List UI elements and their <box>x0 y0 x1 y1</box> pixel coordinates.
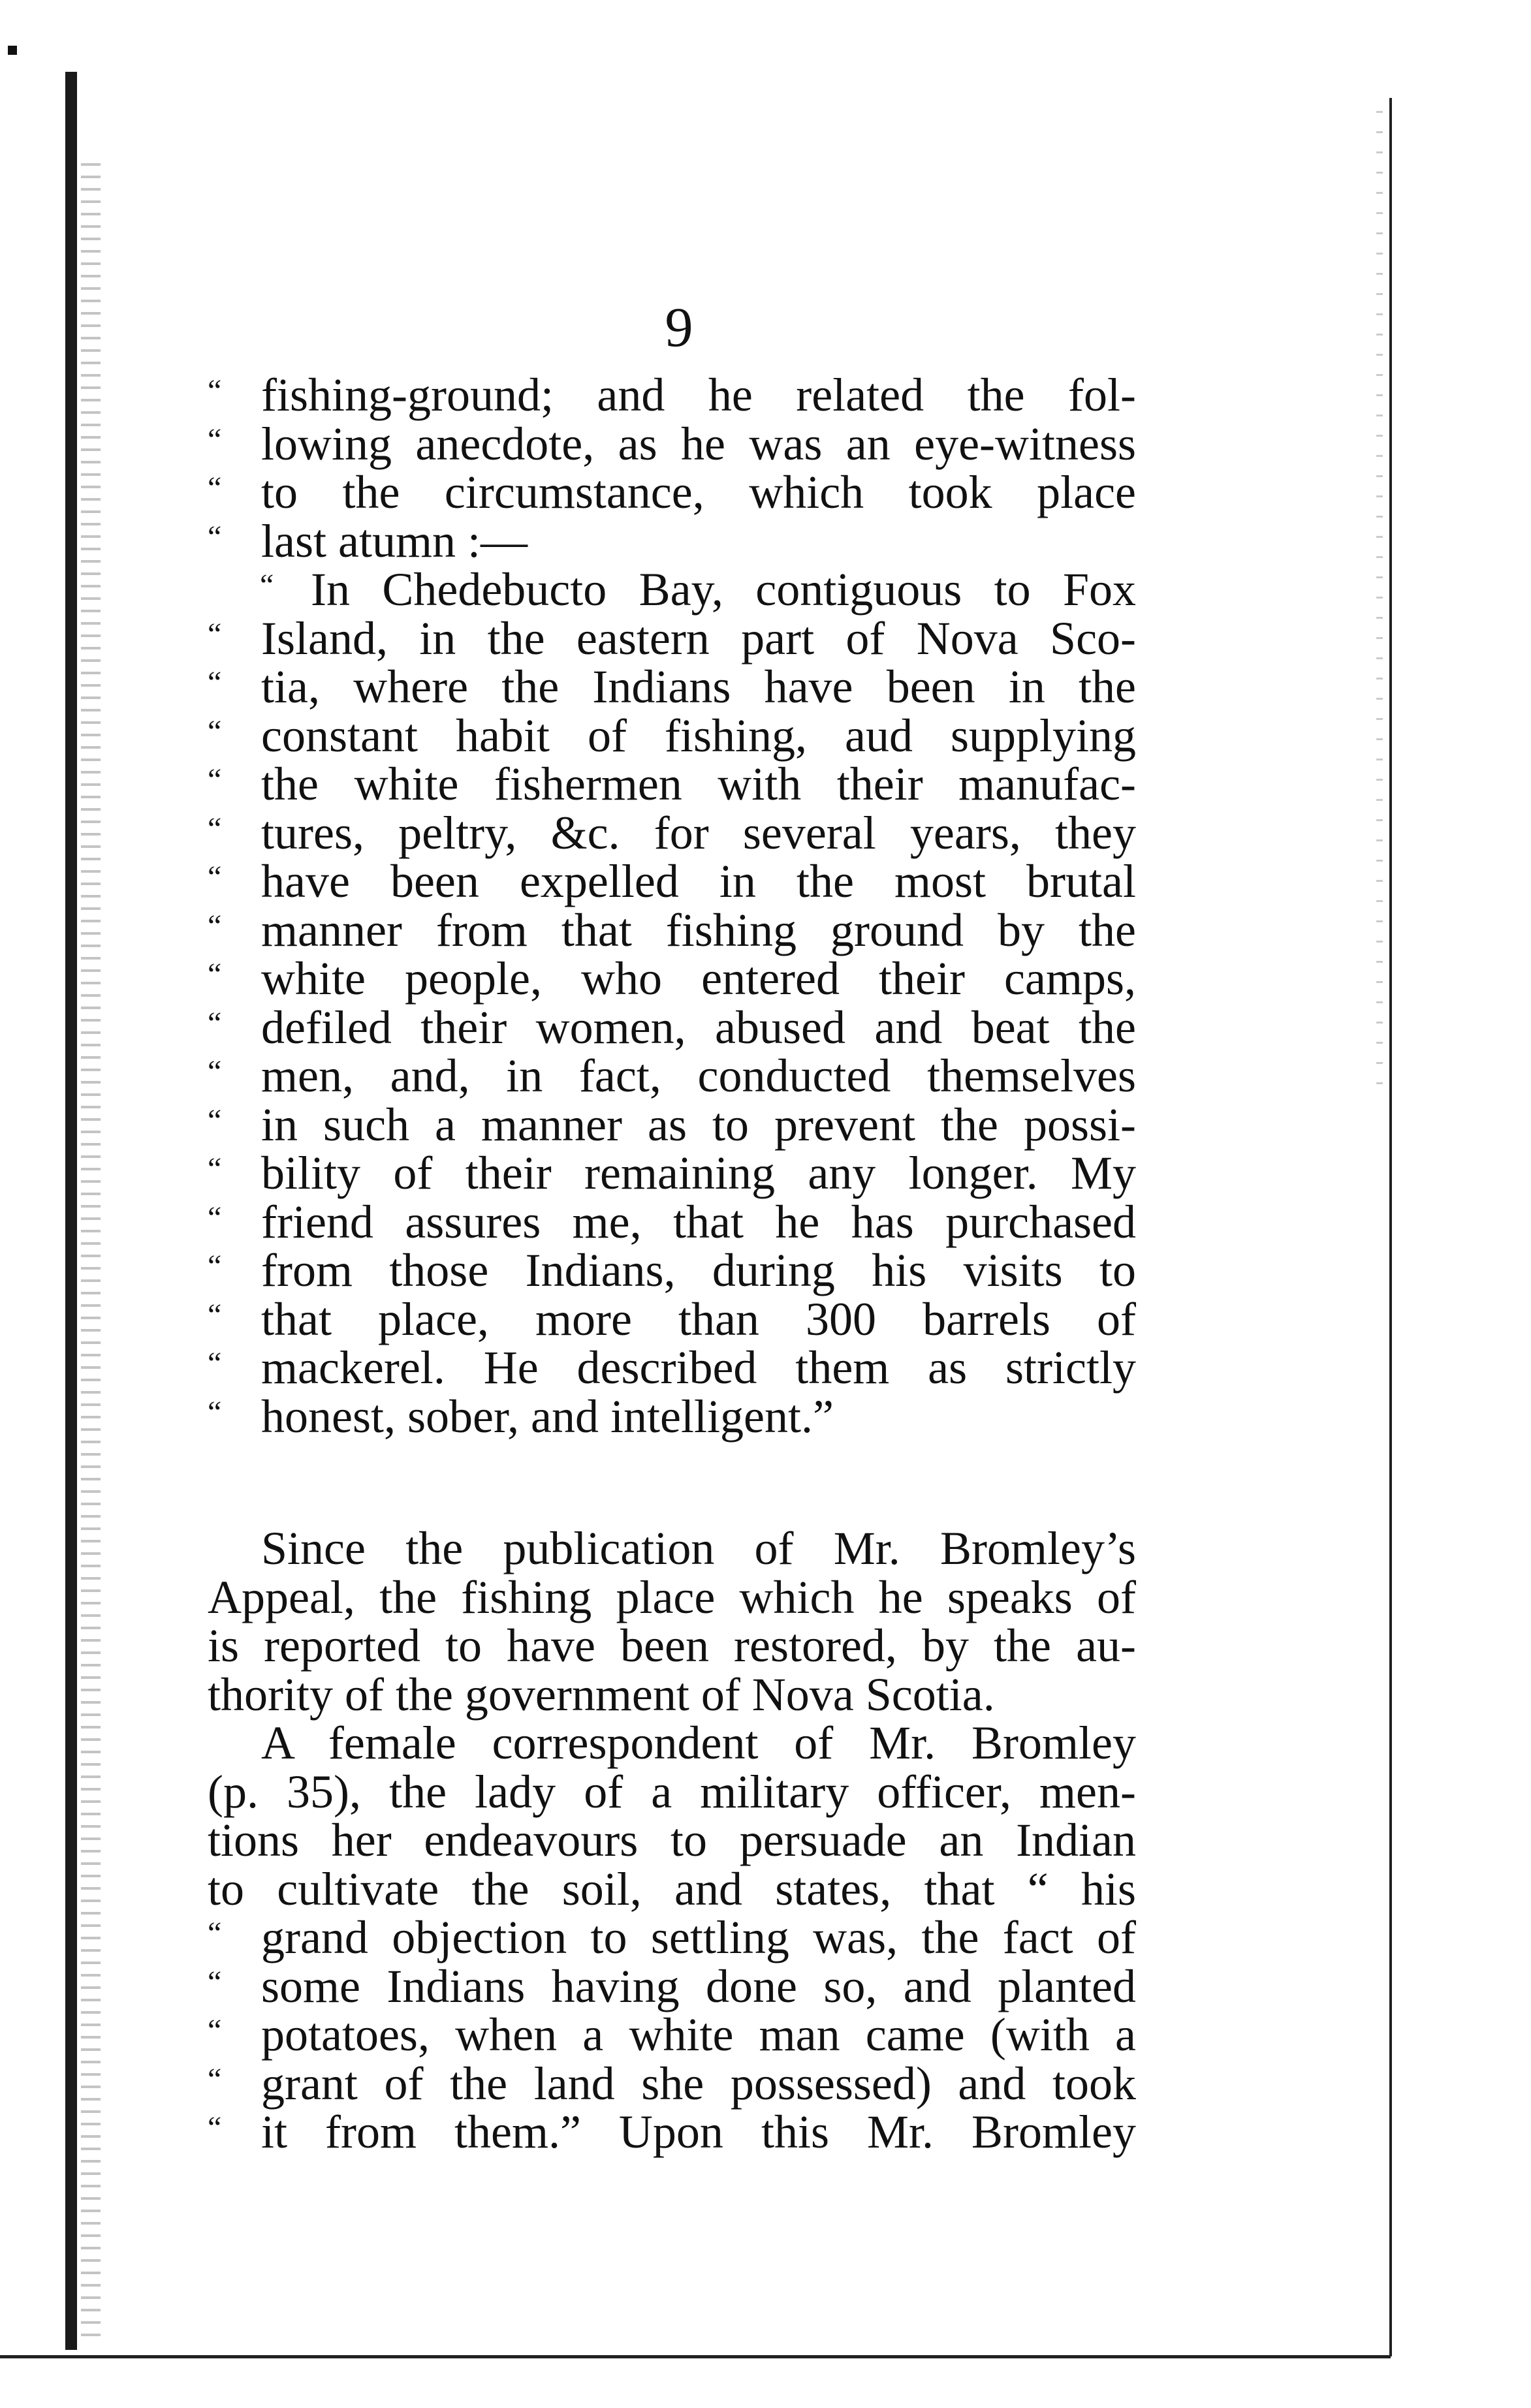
quotation-mark: “ <box>208 1249 222 1283</box>
text-line <box>208 1816 1136 1865</box>
quotation-mark: “ <box>208 713 222 749</box>
text-line <box>208 1149 1136 1198</box>
text-line-content: is reported to have been restored, by the au- <box>208 1619 1136 1672</box>
paragraph-gap <box>208 1441 1136 1524</box>
text-line-content: (p. 35), the lady of a military officer, men- <box>208 1765 1136 1818</box>
text-line-content: A female correspondent of Mr. Bromley <box>261 1717 1136 1769</box>
page-edge-right <box>1389 98 1392 2356</box>
text-line <box>208 614 1136 663</box>
page-edge-bottom <box>0 2355 1391 2358</box>
text-line <box>208 1098 1136 1151</box>
text-line <box>208 806 1136 859</box>
text-line-content: last atumn :— <box>261 514 528 567</box>
text-line-content: to cultivate the soil, and states, that “ his <box>208 1862 1136 1915</box>
text-line-content: grant of the land she possessed) and took <box>261 2057 1136 2110</box>
text-line-content: it from them.” Upon this Mr. Bromley <box>261 2106 1136 2158</box>
scan-speck <box>8 46 17 55</box>
binding-shadow-left <box>81 163 101 2343</box>
quotation-mark: “ <box>208 373 222 408</box>
quotation-mark: “ <box>208 1054 222 1089</box>
text-line <box>208 514 1136 567</box>
text-line-content: manner from that fishing ground by the <box>261 903 1136 956</box>
text-line <box>208 1246 1136 1295</box>
text-line-content: tia, where the Indians have been in the <box>261 661 1136 713</box>
text-line-content: defiled their women, abused and beat the <box>261 1001 1136 1054</box>
text-line <box>208 2059 1136 2108</box>
quotation-mark: “ <box>208 1394 222 1430</box>
text-line <box>208 903 1136 956</box>
quotation-mark: “ <box>208 2061 222 2097</box>
text-line <box>208 1003 1136 1052</box>
quotation-mark: “ <box>208 957 222 992</box>
quotation-mark: “ <box>208 665 222 700</box>
text-line-content: the white fishermen with their manufac- <box>261 758 1136 810</box>
text-line-content: Since the publication of Mr. Bromley’s <box>261 1522 1136 1574</box>
text-line-content: that place, more than 300 barrels of <box>261 1292 1136 1345</box>
quotation-mark: “ <box>208 1297 222 1332</box>
text-line <box>208 1765 1136 1818</box>
quotation-mark: “ <box>208 422 222 457</box>
text-line-content: tions her endeavours to persuade an Indian <box>208 1814 1136 1866</box>
text-line <box>208 1292 1136 1345</box>
page-number: 9 <box>665 296 693 358</box>
binding-edge-left <box>65 72 77 2350</box>
text-line-content: fishing-ground; and he related the fol- <box>261 369 1136 421</box>
text-line <box>208 1573 1136 1622</box>
text-line <box>208 1962 1136 2011</box>
text-line-content: In Chedebucto Bay, contiguous to Fox <box>311 563 1136 616</box>
quotation-mark: “ <box>208 908 222 943</box>
text-line <box>208 954 1136 1003</box>
quotation-mark: “ <box>208 811 222 846</box>
text-line <box>208 711 1136 760</box>
body-text <box>208 371 1136 2157</box>
text-line-content: white people, who entered their camps, <box>261 952 1136 1005</box>
text-line <box>208 663 1136 711</box>
text-line <box>208 1719 1136 1768</box>
quotation-mark: “ <box>208 471 222 505</box>
quotation-mark: “ <box>208 1005 222 1040</box>
text-line <box>208 1392 1136 1441</box>
text-line-content: friend assures me, that he has purchased <box>261 1195 1136 1248</box>
text-line <box>208 1195 1136 1248</box>
text-line-content: constant habit of fishing, aud supplying <box>261 709 1136 762</box>
text-line <box>208 1621 1136 1670</box>
text-line <box>208 468 1136 517</box>
text-line-content: Island, in the eastern part of Nova Sco- <box>261 612 1136 665</box>
quotation-mark: “ <box>208 762 222 797</box>
quotation-mark: “ <box>208 1964 222 1999</box>
text-line-content: potatoes, when a white man came (with a <box>261 2009 1136 2061</box>
quotation-mark: “ <box>208 1102 222 1138</box>
quotation-mark: “ <box>208 2110 222 2145</box>
text-line-content: in such a manner as to prevent the possi- <box>261 1098 1136 1151</box>
quotation-mark: “ <box>208 519 222 554</box>
quotation-mark: “ <box>208 1151 222 1186</box>
text-line <box>208 760 1136 809</box>
quotation-mark: “ <box>208 2013 222 2048</box>
text-line-content: tures, peltry, &c. for several years, they <box>261 806 1136 859</box>
text-line <box>208 2108 1136 2157</box>
text-line <box>208 565 1136 614</box>
text-line <box>208 1670 1136 1719</box>
text-line <box>208 417 1136 470</box>
text-line <box>208 371 1136 420</box>
text-line <box>208 1524 1136 1573</box>
text-line-content: lowing anecdote, as he was an eye-witness <box>261 417 1136 470</box>
text-line <box>208 1913 1136 1962</box>
text-line-content: bility of their remaining any longer. My <box>261 1147 1136 1199</box>
text-line <box>208 1862 1136 1915</box>
text-line <box>208 2010 1136 2059</box>
quotation-mark: “ <box>208 860 222 894</box>
text-line-content: some Indians having done so, and planted <box>261 1960 1136 2012</box>
quotation-mark: “ <box>208 616 222 651</box>
quotation-mark: “ <box>208 1916 222 1950</box>
page-edge-shadow-right <box>1376 111 1383 1090</box>
quotation-mark: “ <box>208 1346 222 1381</box>
text-line-content: Appeal, the fishing place which he speaks of <box>208 1571 1136 1623</box>
text-line-content: honest, sober, and intelligent.” <box>261 1390 834 1443</box>
text-line <box>208 1052 1136 1101</box>
quotation-mark: “ <box>208 1200 222 1235</box>
text-line-content: mackerel. He described them as strictly <box>261 1341 1136 1394</box>
quotation-mark: “ <box>260 568 274 602</box>
text-line-content: have been expelled in the most brutal <box>261 855 1136 907</box>
text-line-content: thority of the government of Nova Scotia. <box>208 1668 995 1721</box>
text-line <box>208 857 1136 906</box>
text-line-content: grand objection to settling was, the fact of <box>261 1911 1136 1963</box>
text-line <box>208 1343 1136 1392</box>
text-line-content: men, and, in fact, conducted themselves <box>261 1050 1136 1102</box>
text-line-content: to the circumstance, which took place <box>261 466 1136 518</box>
text-line-content: from those Indians, during his visits to <box>261 1244 1136 1296</box>
